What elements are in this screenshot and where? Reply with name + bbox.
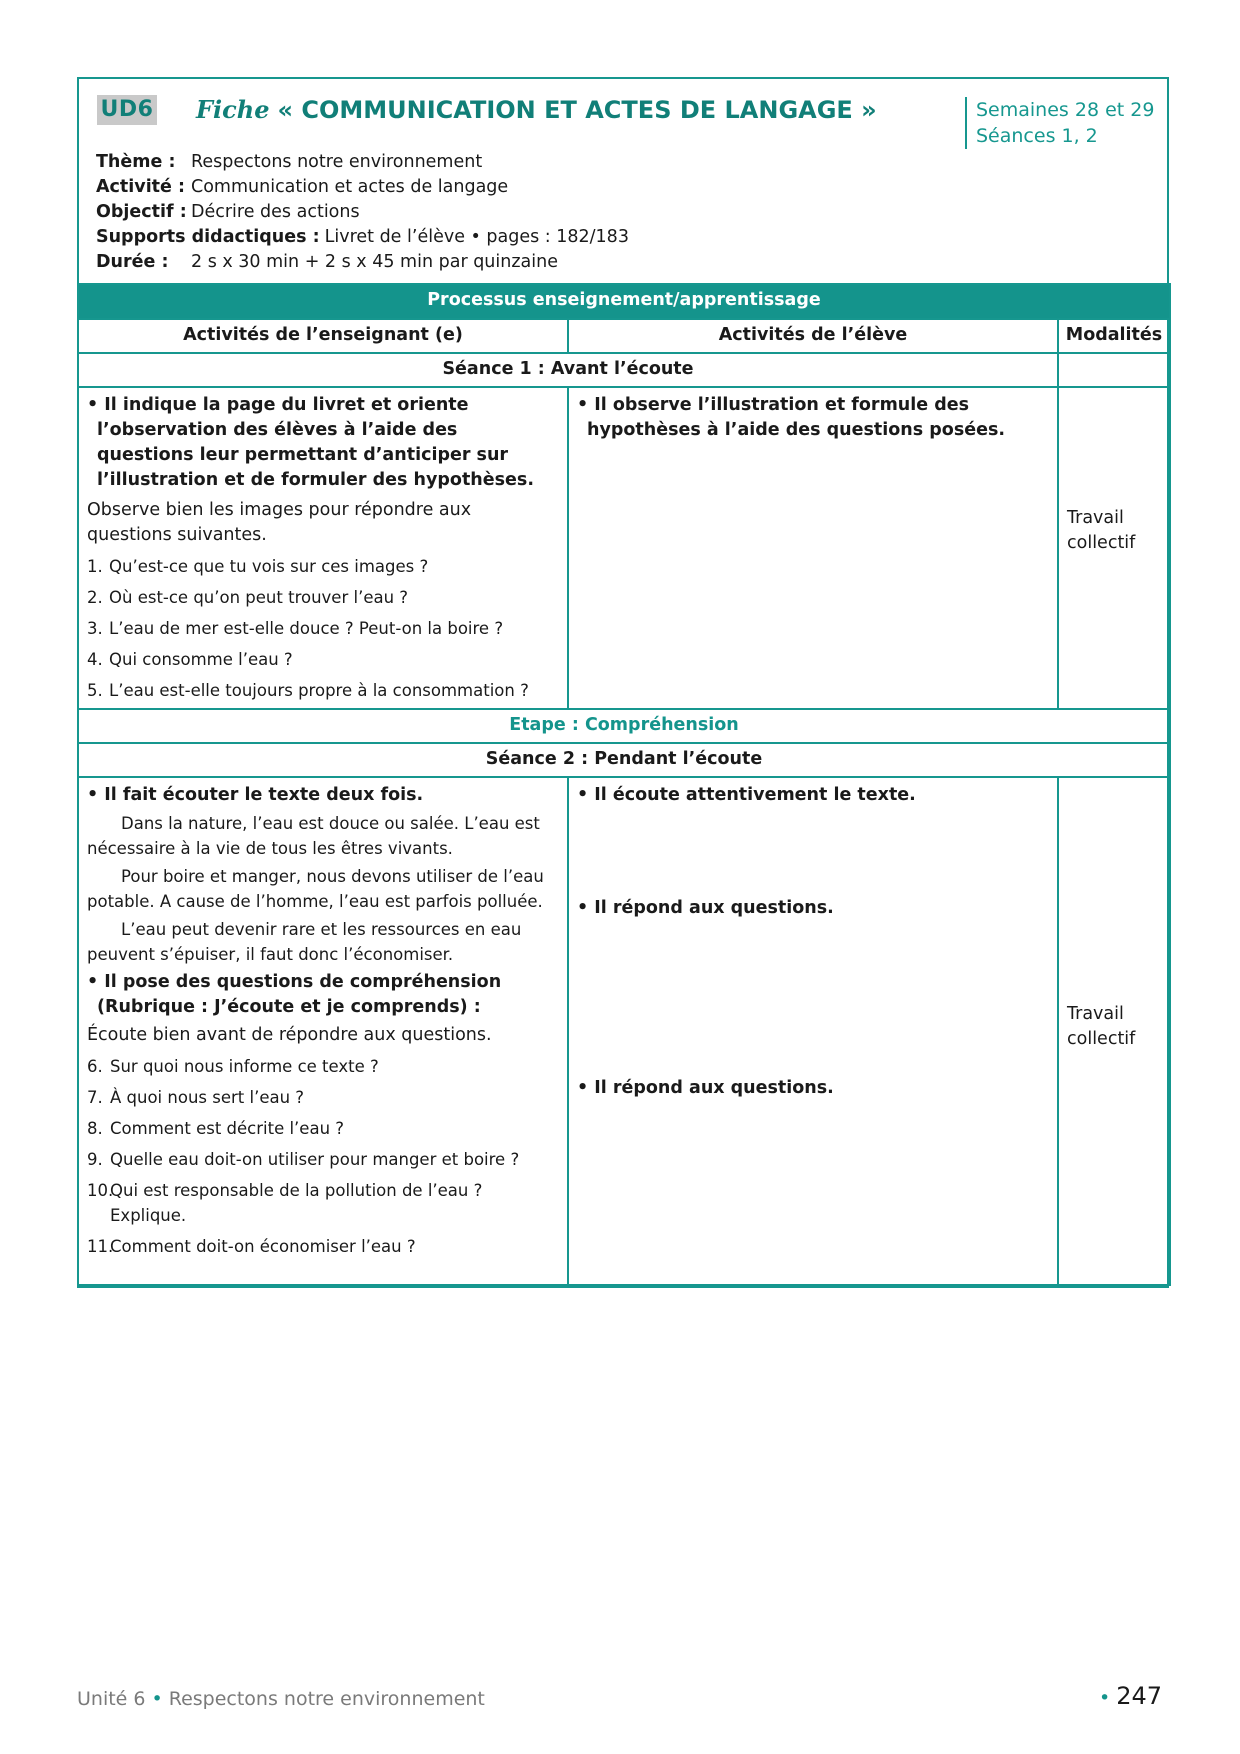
s2-student-bullet-1: • Il écoute attentivement le texte. (577, 785, 916, 805)
s2-text-paragraph: Dans la nature, l’eau est douce ou salée. L’eau est nécessaire à la vie de tous les êtres vivants. (87, 814, 540, 858)
meta-activity-label: Activité : (96, 177, 186, 197)
weeks-label: Semaines 28 et 29 (976, 99, 1155, 121)
meta-theme-value: Respectons notre environnement (191, 152, 483, 172)
session2-student-cell (568, 777, 1058, 1285)
footer-unit-title: Respectons notre environnement (168, 1688, 485, 1710)
schedule-box (965, 97, 1154, 149)
footer-unit-label: Unité 6 (77, 1688, 146, 1710)
s1-question-list (87, 554, 559, 703)
s2-student-bullet-2: • Il répond aux questions. (577, 898, 834, 918)
meta-activity-value: Communication et actes de langage (191, 177, 509, 197)
session1-modality: Travail collectif (1058, 387, 1170, 709)
s1-student-bullet: • Il observe l’illustration et formule des hypothèses à l’aide des questions posées. (577, 395, 1006, 440)
meta-supports-label: Supports didactiques : (96, 227, 320, 247)
list-item: 2. Où est-ce qu’on peut trouver l’eau ? (87, 588, 409, 607)
list-item: 5. L’eau est-elle toujours propre à la consommation ? (87, 681, 529, 700)
process-band: Processus enseignement/apprentissage (78, 284, 1170, 319)
meta-objective (96, 200, 629, 225)
session1-teacher-cell (78, 387, 568, 709)
s2-question-list (87, 1054, 559, 1259)
s2-teacher-instruction: Écoute bien avant de répondre aux questions. (87, 1025, 492, 1045)
list-item: 10. Qui est responsable de la pollution de l’eau ? Explique. (87, 1181, 483, 1225)
page-number-dot: • (1098, 1687, 1111, 1709)
unit-badge: UD6 (97, 95, 157, 125)
meta-theme (96, 150, 629, 175)
meta-activity (96, 175, 629, 200)
s2-teacher-bullet-2: • Il pose des questions de compréhension (Rubrique : J’écoute et je comprends) : (87, 972, 502, 1017)
meta-duration (96, 250, 629, 275)
list-item: 7. À quoi nous sert l’eau ? (87, 1088, 305, 1107)
s1-teacher-bullet: • Il indique la page du livret et oriente l’observation des élèves à l’aide des questions leur permettant d’anticiper sur l’illustration et de formuler des hypothèses. (87, 395, 534, 490)
s2-teacher-bullet-1: • Il fait écouter le texte deux fois. (87, 785, 424, 805)
lesson-table (77, 283, 1171, 1286)
lesson-sheet (77, 77, 1169, 1288)
page-title (196, 93, 877, 127)
col-header-modalities: Modalités (1058, 319, 1170, 353)
meta-objective-label: Objectif : (96, 202, 187, 222)
footer-unit (77, 1688, 485, 1710)
sessions-label: Séances 1, 2 (976, 125, 1098, 147)
s2-text-paragraph: L’eau peut devenir rare et les ressources en eau peuvent s’épuiser, il faut donc l’économiser. (87, 920, 522, 964)
meta-theme-label: Thème : (96, 152, 176, 172)
s2-student-bullet-3: • Il répond aux questions. (577, 1078, 834, 1098)
session2-modality: Travail collectif (1058, 777, 1170, 1285)
list-item: 3. L’eau de mer est-elle douce ? Peut-on la boire ? (87, 619, 504, 638)
step-title: Etape : Compréhension (78, 709, 1170, 743)
session2-title: Séance 2 : Pendant l’écoute (78, 743, 1170, 777)
s2-text-paragraph: Pour boire et manger, nous devons utiliser de l’eau potable. A cause de l’homme, l’eau est parfois polluée. (87, 867, 544, 911)
list-item: 6. Sur quoi nous informe ce texte ? (87, 1057, 379, 1076)
page-number-value: 247 (1116, 1682, 1162, 1710)
list-item: 8. Comment est décrite l’eau ? (87, 1119, 345, 1138)
session2-teacher-cell (78, 777, 568, 1285)
fiche-title-text: « COMMUNICATION ET ACTES DE LANGAGE » (277, 96, 877, 124)
col-header-student: Activités de l’élève (568, 319, 1058, 353)
list-item: 1. Qu’est-ce que tu vois sur ces images ? (87, 557, 429, 576)
meta-duration-value: 2 s x 30 min + 2 s x 45 min par quinzaine (191, 252, 558, 272)
session1-title-empty (1058, 353, 1170, 387)
session1-title: Séance 1 : Avant l’écoute (78, 353, 1058, 387)
list-item: 9. Quelle eau doit-on utiliser pour manger et boire ? (87, 1150, 520, 1169)
meta-duration-label: Durée : (96, 252, 169, 272)
list-item: 11. Comment doit-on économiser l’eau ? (87, 1237, 416, 1256)
list-item: 4. Qui consomme l’eau ? (87, 650, 293, 669)
session1-student-cell (568, 387, 1058, 709)
meta-supports (96, 225, 629, 250)
meta-objective-value: Décrire des actions (191, 202, 360, 222)
fiche-word: Fiche (196, 95, 270, 124)
page-number (1099, 1682, 1162, 1710)
col-header-teacher: Activités de l’enseignant (e) (78, 319, 568, 353)
sheet-header (79, 79, 1167, 283)
meta-supports-value: Livret de l’élève • pages : 182/183 (324, 227, 629, 247)
footer-separator: • (151, 1688, 163, 1710)
s1-teacher-instruction: Observe bien les images pour répondre aux questions suivantes. (87, 500, 472, 545)
meta-block (96, 150, 629, 275)
